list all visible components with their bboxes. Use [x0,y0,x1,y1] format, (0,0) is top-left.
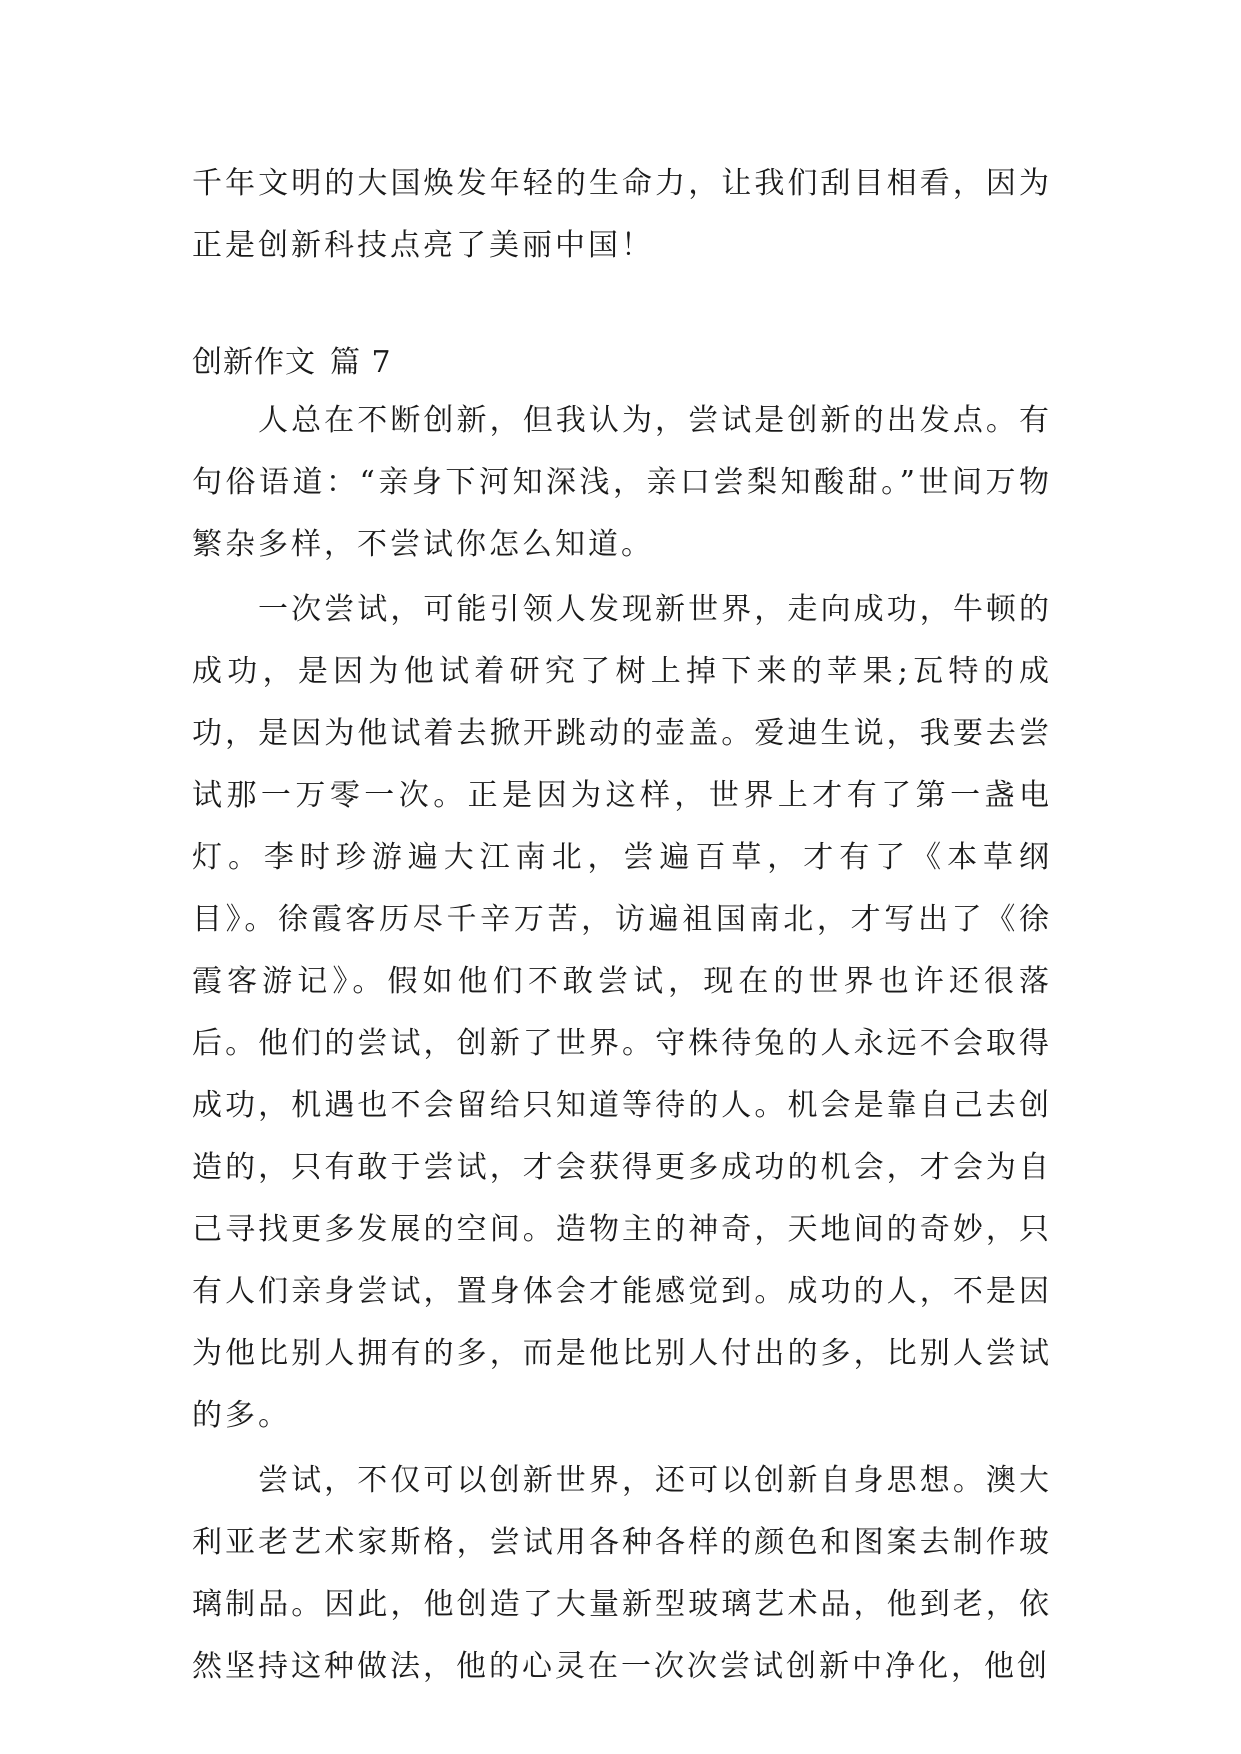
heading-title: 创新作文 [192,345,316,380]
article-paragraph: 一次尝试，可能引领人发现新世界，走向成功，牛顿的成功，是因为他试着研究了树上掉下来的苹果;瓦特的成功，是因为他试着去掀开跳动的壶盖。爱迪生说，我要去尝试那一万零一次。正是因为这样，世界上才有了第一盏电灯。李时珍游遍大江南北，尝遍百草，才有了《本草纲目》。徐霞客历尽千辛万苦，访遍祖国南北，才写出了《徐霞客游记》。假如他们不敢尝试，现在的世界也许还很落后。他们的尝试，创新了世界。守株待兔的人永远不会取得成功，机遇也不会留给只知道等待的人。机会是靠自己去创造的，只有敢于尝试，才会获得更多成功的机会，才会为自己寻找更多发展的空间。造物主的神奇，天地间的奇妙，只有人们亲身尝试，置身体会才能感觉到。成功的人，不是因为他比别人拥有的多，而是他比别人付出的多，比别人尝试的多。 [192,592,1052,1433]
intro-paragraph: 千年文明的大国焕发年轻的生命力，让我们刮目相看，因为正是创新科技点亮了美丽中国！ [192,166,1052,263]
article-paragraph: 尝试，不仅可以创新世界，还可以创新自身思想。澳大利亚老艺术家斯格，尝试用各种各样的颜色和图案去制作玻璃制品。因此，他创造了大量新型玻璃艺术品，他到老，依然坚持这种做法，他的心灵在一次次尝试创新中净化，他创 [192,1463,1052,1684]
section-heading [192,332,392,394]
intro-paragraph-block [192,153,1052,277]
heading-part: 篇 7 [330,345,392,380]
article-paragraph: 人总在不断创新，但我认为，尝试是创新的出发点。有句俗语道：“亲身下河知深浅，亲口尝梨知酸甜。”世间万物繁杂多样，不尝试你怎么知道。 [192,403,1052,562]
article-body [192,390,1052,1701]
